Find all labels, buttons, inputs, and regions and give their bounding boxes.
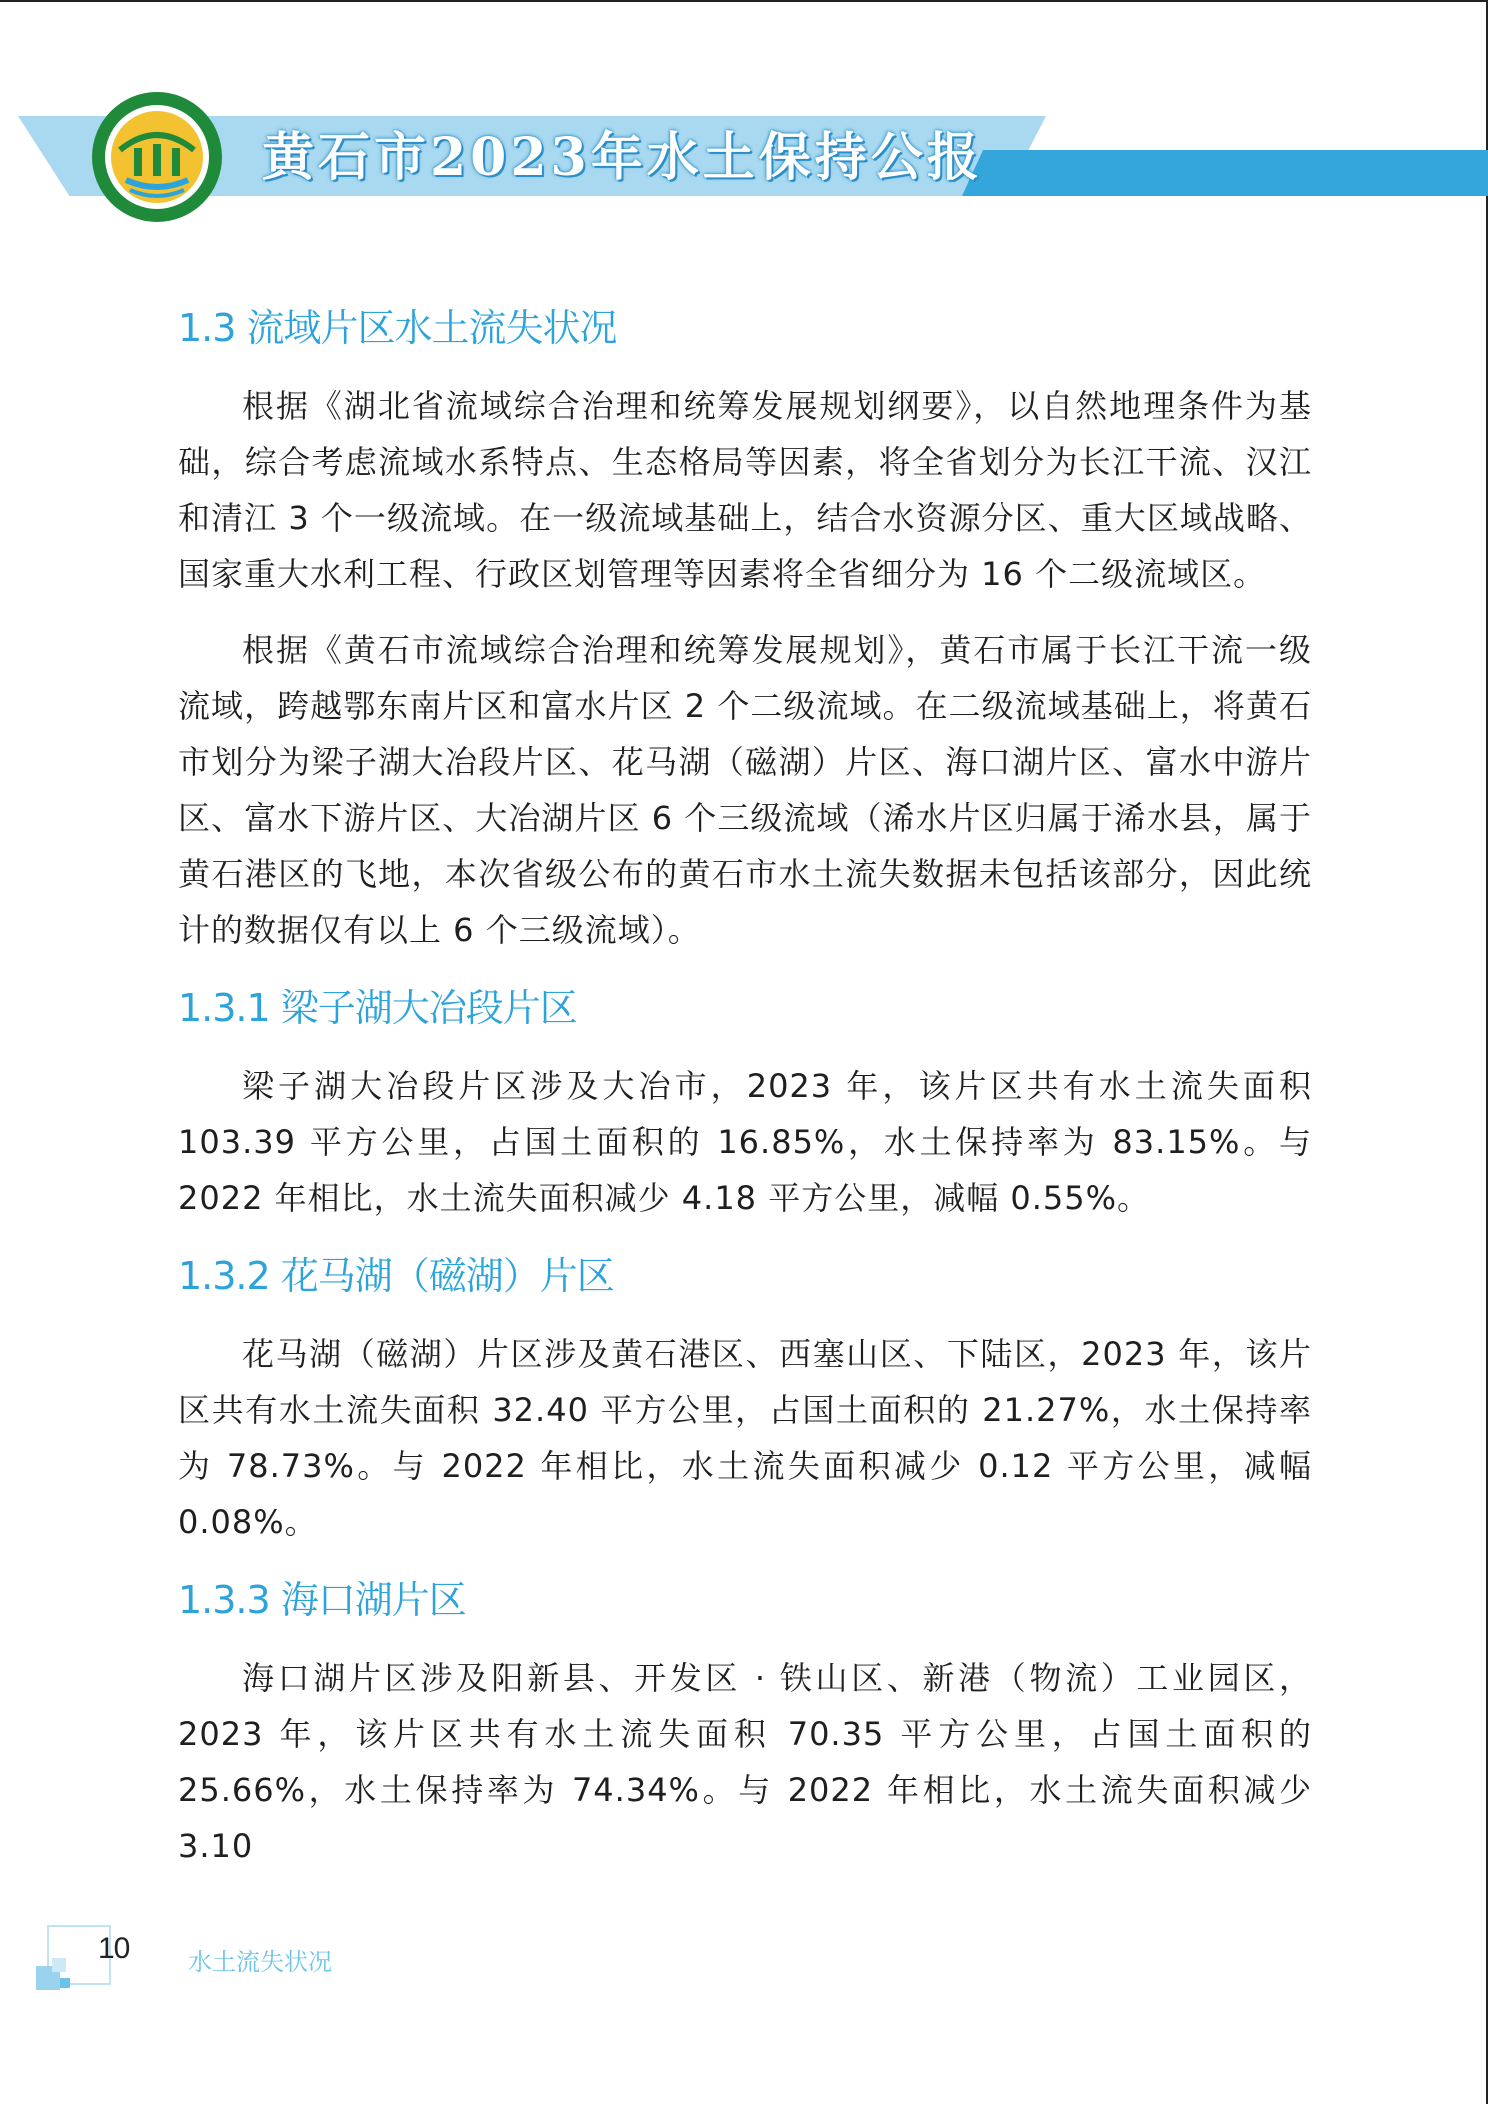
main-content (178, 290, 1312, 1874)
paragraph: 梁子湖大冶段片区涉及大冶市，2023 年，该片区共有水土流失面积 103.39 平方公里，占国土面积的 16.85%，水土保持率为 83.15%。与 2022 年相比，水土流失面积减少 4.18 平方公里，减幅 0.55%。 (178, 1067, 1312, 1217)
paragraph: 根据《湖北省流域综合治理和统筹发展规划纲要》，以自然地理条件为基础，综合考虑流域水系特点、生态格局等因素，将全省划分为长江干流、汉江和清江 3 个一级流域。在一级流域基础上，结合水资源分区、重大区域战略、国家重大水利工程、行政区划管理等因素将全省细分为 16 个二级流域区。 (178, 387, 1312, 593)
paragraph: 根据《黄石市流域综合治理和统筹发展规划》，黄石市属于长江干流一级流域，跨越鄂东南片区和富水片区 2 个二级流域。在二级流域基础上，将黄石市划分为梁子湖大冶段片区、花马湖（磁湖）片区、海口湖片区、富水中游片区、富水下游片区、大冶湖片区 6 个三级流域（浠水片区归属于浠水县，属于黄石港区的飞地，本次省级公布的黄石市水土流失数据未包括该部分，因此统计的数据仅有以上 6 个三级流域）。 (178, 631, 1312, 949)
page-header-title: 黄石市2023年水土保持公报 (262, 127, 983, 188)
paragraph: 海口湖片区涉及阳新县、开发区 · 铁山区、新港（物流）工业园区，2023 年，该片区共有水土流失面积 70.35 平方公里，占国土面积的 25.66%，水土保持率为 74.34%。与 2022 年相比，水土流失面积减少 3.10 (178, 1659, 1312, 1865)
header-banner-dark (962, 150, 1488, 196)
section-heading-1-3: 1.3 流域片区水土流失状况 (178, 306, 617, 350)
section-heading-1-3-1: 1.3.1 梁子湖大冶段片区 (178, 986, 577, 1030)
section-heading-1-3-2: 1.3.2 花马湖（磁湖）片区 (178, 1254, 614, 1298)
paragraph: 花马湖（磁湖）片区涉及黄石港区、西塞山区、下陆区，2023 年，该片区共有水土流失面积 32.40 平方公里，占国土面积的 21.27%，水土保持率为 78.73%。与 2022 年相比，水土流失面积减少 0.12 平方公里，减幅 0.08%。 (178, 1335, 1312, 1541)
section-heading-1-3-3: 1.3.3 海口湖片区 (178, 1578, 466, 1622)
footer-section-label: 水土流失状况 (188, 1948, 332, 1976)
emblem-logo-icon (90, 90, 224, 224)
page-number: 10 (98, 1932, 130, 1965)
top-border (0, 0, 1488, 2)
